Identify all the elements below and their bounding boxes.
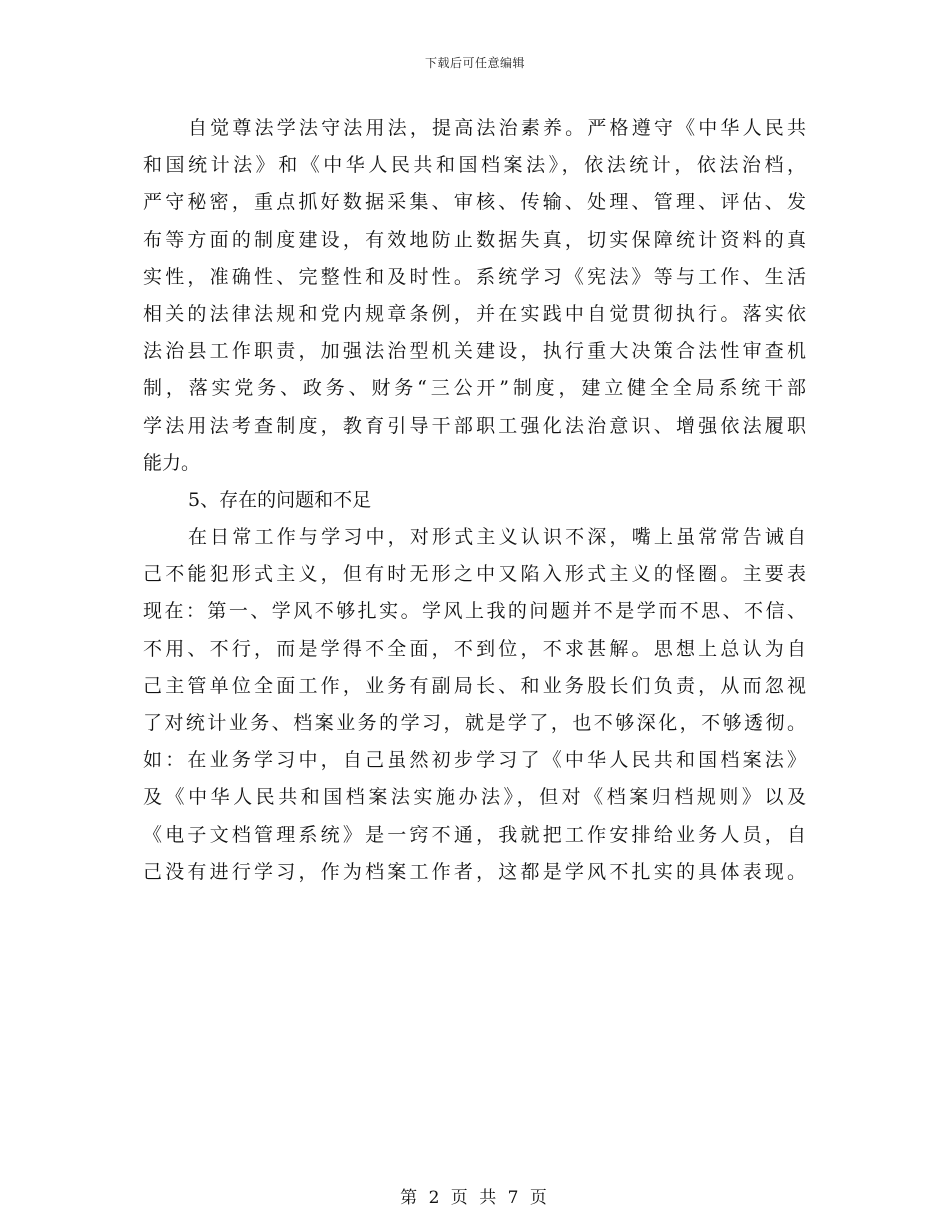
body-line: 实性，准确性、完整性和及时性。系统学习《宪法》等与工作、生活 xyxy=(143,265,806,288)
section-heading: 5、存在的问题和不足 xyxy=(188,488,372,511)
body-line: 现在：第一、学风不够扎实。学风上我的问题并不是学而不思、不信、 xyxy=(143,600,806,623)
body-line: 相关的法律法规和党内规章条例，并在实践中自觉贯彻执行。落实依 xyxy=(143,302,806,325)
body-line: 了对统计业务、档案业务的学习，就是学了，也不够深化，不够透彻。 xyxy=(143,712,806,734)
body-line: 及《中华人民共和国档案法实施办法》，但对《档案归档规则》以及 xyxy=(143,786,806,809)
body-line: 己没有进行学习，作为档案工作者，这都是学风不扎实的具体表现。 xyxy=(143,860,806,883)
body-line: 己不能犯形式主义，但有时无形之中又陷入形式主义的怪圈。主要表 xyxy=(143,563,806,586)
body-line: 法治县工作职责，加强法治型机关建设，执行重大决策合法性审查机 xyxy=(143,340,806,363)
body-line: 布等方面的制度建设，有效地防止数据失真，切实保障统计资料的真 xyxy=(143,228,806,251)
header-note: 下载后可任意编辑 xyxy=(424,56,525,70)
body-line: 能力。 xyxy=(143,451,201,474)
body-text xyxy=(143,110,806,891)
body-line: 制，落实党务、政务、财务“三公开”制度，建立健全全局系统干部 xyxy=(143,377,806,400)
body-line: 自觉尊法学法守法用法，提高法治素养。严格遵守《中华人民共 xyxy=(188,117,806,139)
body-line: 《电子文档管理系统》是一窍不通，我就把工作安排给业务人员，自 xyxy=(143,823,806,846)
body-line: 学法用法考查制度，教育引导干部职工强化法治意识、增强依法履职 xyxy=(143,414,806,437)
body-line: 己主管单位全面工作，业务有副局长、和业务股长们负责，从而忽视 xyxy=(143,674,806,697)
body-line: 如：在业务学习中，自己虽然初步学习了《中华人民共和国档案法》 xyxy=(143,749,806,772)
body-line: 不用、不行，而是学得不全面，不到位，不求甚解。思想上总认为自 xyxy=(143,637,806,660)
body-line: 在日常工作与学习中，对形式主义认识不深，嘴上虽常常告诫自 xyxy=(188,526,806,549)
body-line: 和国统计法》和《中华人民共和国档案法》，依法统计，依法治档， xyxy=(143,154,806,177)
page-number: 第 2 页 共 7 页 xyxy=(400,1188,550,1208)
body-line: 严守秘密，重点抓好数据采集、审核、传输、处理、管理、评估、发 xyxy=(143,191,806,214)
